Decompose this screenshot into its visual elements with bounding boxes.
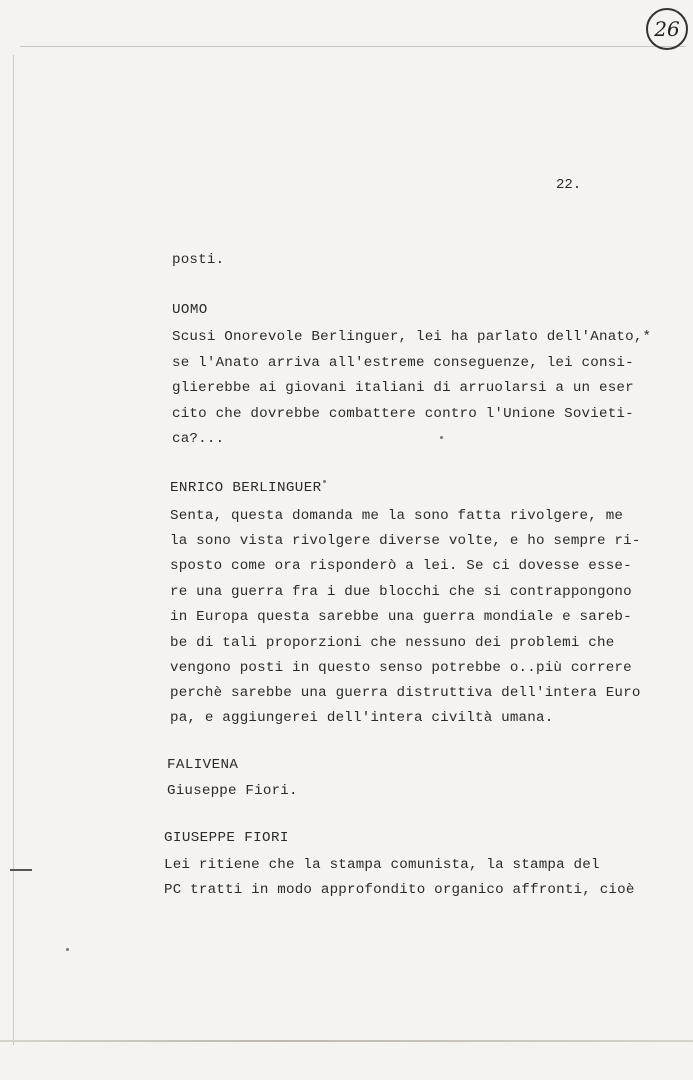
speaker-name: ENRICO BERLINGUER <box>170 480 322 496</box>
dialogue-line: Senta, questa domanda me la sono fatta rivolgere, me <box>170 508 624 524</box>
page-stamp: 26 <box>646 8 688 50</box>
dialogue-line: Lei ritiene che la stampa comunista, la stampa del <box>164 857 600 873</box>
specks <box>66 948 69 951</box>
page-top-edge <box>20 46 685 47</box>
speaker-name: GIUSEPPE FIORI <box>164 830 289 846</box>
dialogue-line: glierebbe ai giovani italiani di arruolarsi a un eser <box>172 380 634 396</box>
dialogue-line: Scusi Onorevole Berlinguer, lei ha parlato dell'Anato,* <box>172 329 652 345</box>
speaker-name: FALIVENA <box>167 757 239 773</box>
dialogue-line: re una guerra fra i due blocchi che si contrappongono <box>170 584 632 600</box>
dialogue-line: la sono vista rivolgere diverse volte, e ho sempre ri- <box>170 533 641 549</box>
dialogue-line: PC tratti in modo approfondito organico affronti, cioè <box>164 882 635 898</box>
dialogue-line: perchè sarebbe una guerra distruttiva dell'intera Euro <box>170 685 641 701</box>
dialogue-line: cito che dovrebbe combattere contro l'Unione Sovieti- <box>172 406 634 422</box>
page-number: 22. <box>556 177 582 193</box>
dialogue-line: sposto come ora risponderò a lei. Se ci dovesse esse- <box>170 558 632 574</box>
margin-mark <box>10 869 32 871</box>
dialogue-line: pa, e aggiungerei dell'intera civiltà umana. <box>170 710 554 726</box>
specks <box>323 480 326 483</box>
dialogue-line: ca?... <box>172 431 225 447</box>
specks <box>440 436 443 439</box>
speaker-name: UOMO <box>172 302 208 318</box>
dialogue-line: Giuseppe Fiori. <box>167 783 298 799</box>
dialogue-line: se l'Anato arriva all'estreme conseguenze, lei consi- <box>172 355 634 371</box>
continuation-line: posti. <box>172 252 225 268</box>
page-bottom-edge <box>0 1040 693 1042</box>
dialogue-line: vengono posti in questo senso potrebbe o..più correre <box>170 660 632 676</box>
page-left-edge <box>13 55 14 1045</box>
dialogue-line: be di tali proporzioni che nessuno dei problemi che <box>170 635 615 651</box>
dialogue-line: in Europa questa sarebbe una guerra mondiale e sareb- <box>170 609 632 625</box>
